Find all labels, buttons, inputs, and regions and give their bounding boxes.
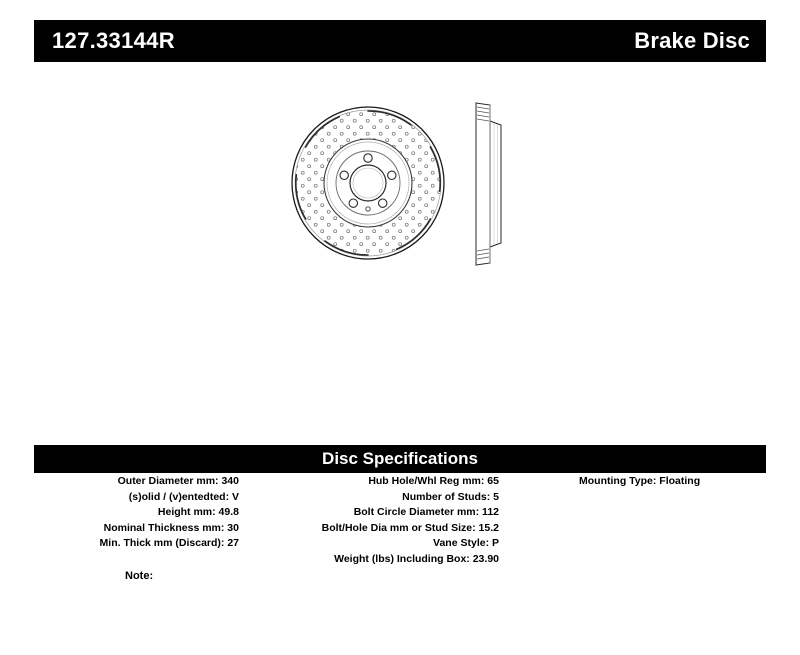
note-label: Note: (125, 570, 154, 582)
spec-column-middle (249, 474, 499, 567)
spec-item: Nominal Thickness mm: 30 (103, 521, 239, 534)
spec-item: Hub Hole/Whl Reg mm: 65 (368, 475, 499, 487)
spec-column-right (534, 474, 766, 490)
specifications-area (34, 474, 766, 584)
spec-item: Mounting Type: Floating (579, 475, 701, 487)
rotor-edge-view (476, 103, 501, 265)
spec-item: Min. Thick mm (Discard): 27 (99, 537, 239, 549)
spec-item: Number of Studs: 5 (402, 490, 499, 503)
spec-item: Vane Style: P (433, 537, 499, 549)
page-title: Brake Disc (634, 28, 750, 53)
disc-specifications-bar (34, 445, 766, 473)
spec-item: Outer Diameter mm: 340 (117, 475, 239, 487)
spec-item: Weight (lbs) Including Box: 23.90 (334, 552, 499, 565)
spec-item: Bolt Circle Diameter mm: 112 (353, 506, 499, 518)
spec-item: (s)olid / (v)entedted: V (128, 490, 239, 503)
disc-specifications-title: Disc Specifications (322, 449, 478, 468)
part-number: 127.33144R (52, 28, 175, 53)
header-bar (34, 20, 766, 62)
spec-column-left (34, 474, 239, 552)
brake-rotor-illustration (280, 85, 540, 285)
spec-item: Bolt/Hole Dia mm or Stud Size: 15.2 (321, 521, 499, 534)
spec-item: Height mm: 49.8 (157, 506, 239, 518)
brake-rotor-svg (280, 85, 540, 285)
